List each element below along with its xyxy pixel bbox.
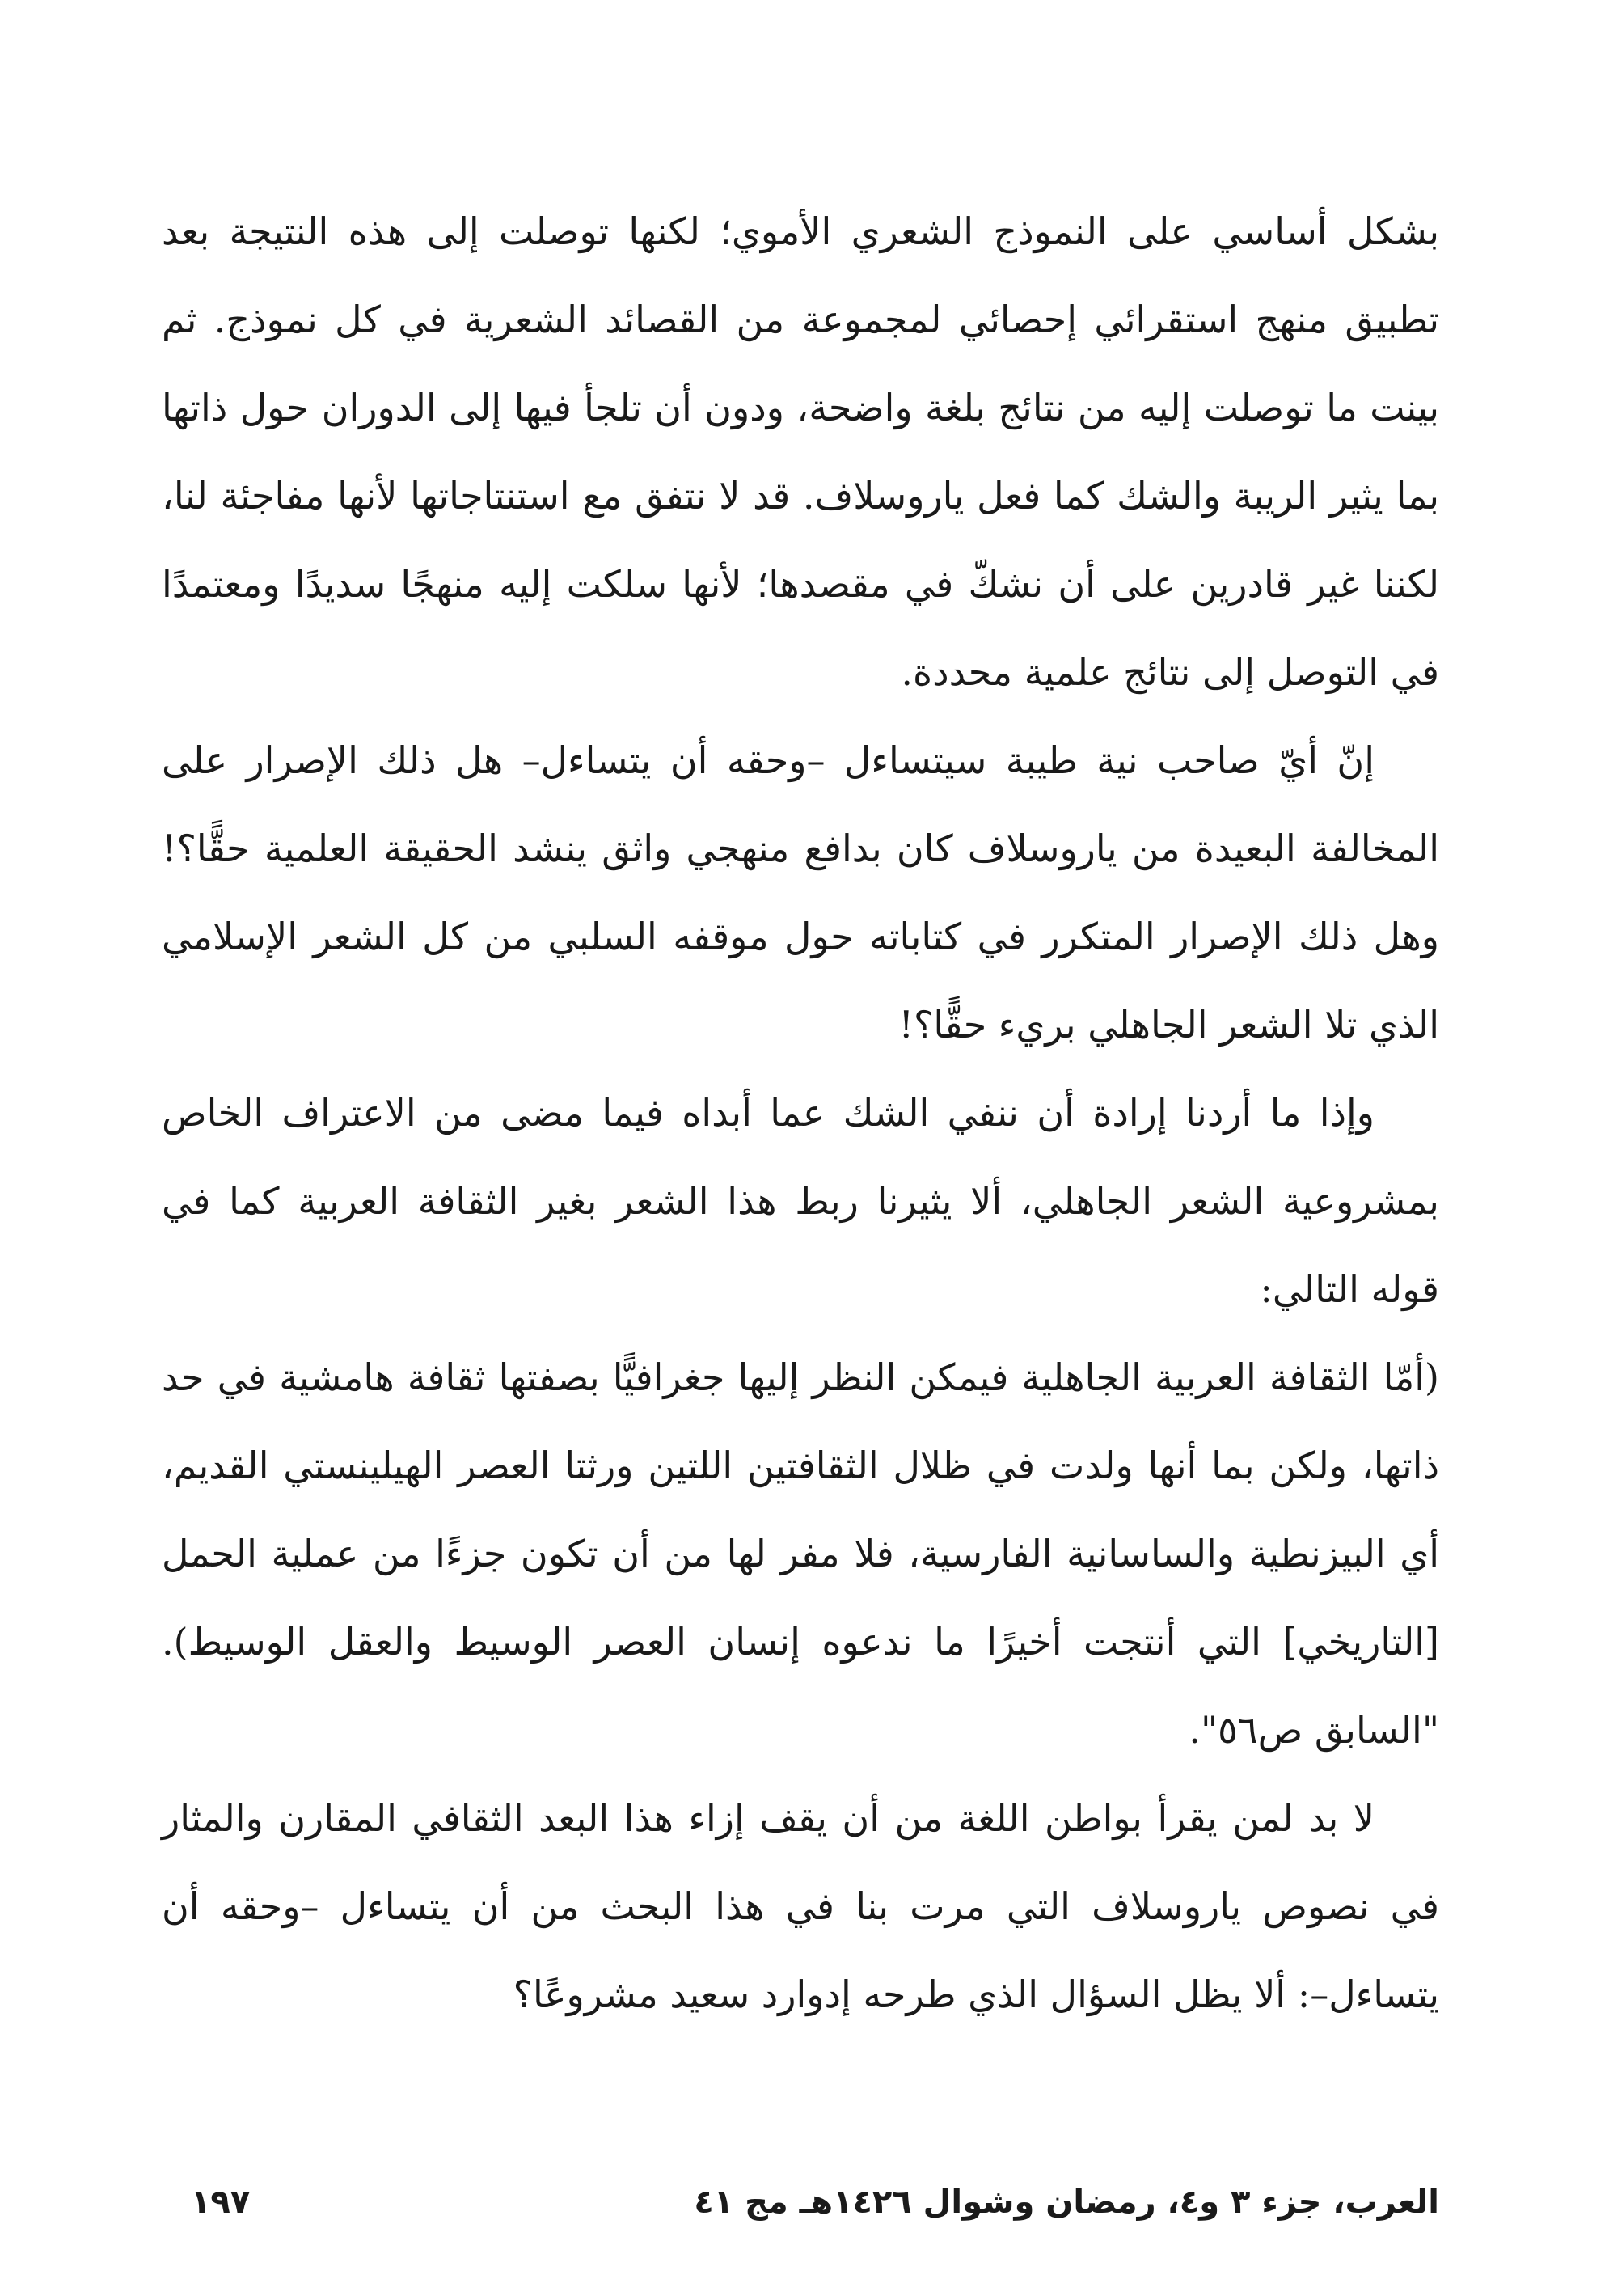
paragraph-conclusion: لا بد لمن يقرأ بواطن اللغة من أن يقف إزاء هذا البعد الثقافي المقارن والمثار في نصوص ياروسلاف التي مرت بنا في هذا البحث من أن يتساءل –وحقه أن يتساءل–: ألا يظل السؤال الذي طرحه إدوارد سعيد مشروعًا؟ [162,1796,1439,2016]
journal-citation: العرب، جزء ٣ و٤، رمضان وشوال ١٤٢٦هـ مج ٤١ [694,2184,1439,2221]
paragraph-question: إنّ أيّ صاحب نية طيبة سيتساءل –وحقه أن يتساءل– هل ذلك الإصرار على المخالفة البعيدة من ياروسلاف كان بدافع منهجي واثق ينشد الحقيقة العلمية حقًّا؟! وهل ذلك الإصرار المتكرر في كتاباته حول موقفه السلبي من كل الشعر الإسلامي الذي تلا الشعر الجاهلي بريء حقًّا؟! [162,738,1439,1047]
paragraph-intro-quote: وإذا ما أردنا إرادة أن ننفي الشك عما أبداه فيما مضى من الاعتراف الخاص بمشروعية الشعر الجاهلي، ألا يثيرنا ربط هذا الشعر بغير الثقافة العربية كما في قوله التالي: [162,1091,1439,1311]
page-footer [162,2184,1439,2232]
quoted-passage: (أمّا الثقافة العربية الجاهلية فيمكن النظر إليها جغرافيًّا بصفتها ثقافة هامشية في حد ذاتها، ولكن بما أنها ولدت في ظلال الثقافتين اللتين ورثتا العصر الهيلينستي القديم، أي البيزنطية والساسانية الفارسية، فلا مفر لها من أن تكون جزءًا من عملية الحمل [التاريخي] التي أنتجت أخيرًا ما ندعوه إنسان العصر الوسيط والعقل الوسيط). "السابق ص٥٦". [162,1355,1439,1752]
paragraph-continuation: بشكل أساسي على النموذج الشعري الأموي؛ لكنها توصلت إلى هذه النتيجة بعد تطبيق منهج استقرائي إحصائي لمجموعة من القصائد الشعرية في كل نموذج. ثم بينت ما توصلت إليه من نتائج بلغة واضحة، ودون أن تلجأ فيها إلى الدوران حول ذاتها بما يثير الريبة والشك كما فعل ياروسلاف. قد لا نتفق مع استنتاجاتها لأنها مفاجئة لنا، لكننا غير قادرين على أن نشكّ في مقصدها؛ لأنها سلكت إليه منهجًا سديدًا ومعتمدًا في التوصل إلى نتائج علمية محددة. [162,209,1439,694]
body-text [162,188,1439,2039]
page-number: ١٩٧ [191,2184,251,2221]
